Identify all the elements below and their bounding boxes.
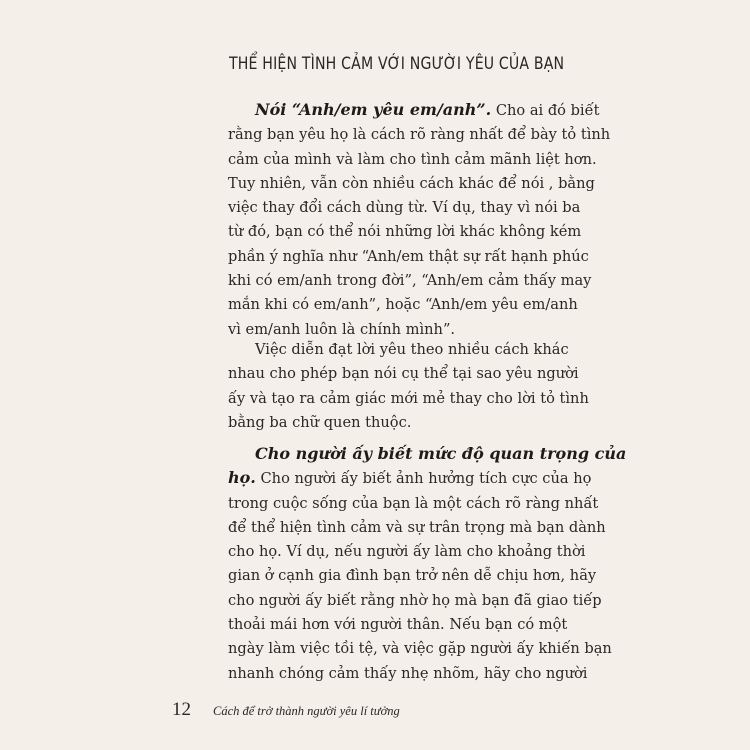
paragraph-line: khi có em/anh trong đời”, “Anh/em cảm thấy may xyxy=(228,272,592,290)
paragraph-line: rằng bạn yêu họ là cách rõ ràng nhất để bày tỏ tình xyxy=(228,126,611,144)
section-heading: THỂ HIỆN TÌNH CẢM VỚI NGƯỜI YÊU CỦA BẠN xyxy=(229,54,565,74)
paragraph-line: vì em/anh luôn là chính mình”. xyxy=(228,320,456,338)
paragraph-line: trong cuộc sống của bạn là một cách rõ ràng nhất xyxy=(228,494,599,512)
paragraph-say-i-love-you xyxy=(228,98,630,342)
paragraph-line: ấy và tạo ra cảm giác mới mẻ thay cho lời tỏ tình xyxy=(228,389,589,407)
page-footer xyxy=(172,699,400,721)
page-number: 12 xyxy=(172,699,191,720)
paragraph-line: cho họ. Ví dụ, nếu người ấy làm cho khoảng thời xyxy=(228,543,586,561)
paragraph-lead: Cho người ấy biết mức độ quan trọng của xyxy=(255,444,627,463)
paragraph-line: Tuy nhiên, vẫn còn nhiều cách khác để nói , bằng xyxy=(228,174,595,192)
paragraph-line: thoải mái hơn với người thân. Nếu bạn có một xyxy=(228,616,568,634)
paragraph-line: Việc diễn đạt lời yêu theo nhiều cách khác xyxy=(255,341,569,358)
paragraph-line: nhau cho phép bạn nói cụ thể tại sao yêu người xyxy=(228,365,579,383)
paragraph-line: cho người ấy biết rằng nhờ họ mà bạn đã giao tiếp xyxy=(228,591,602,609)
paragraph-line: mắn khi có em/anh”, hoặc “Anh/em yêu em/anh xyxy=(228,296,578,314)
paragraph-line: cảm của mình và làm cho tình cảm mãnh liệt hơn. xyxy=(228,150,597,168)
running-title: Cách để trở thành người yêu lí tưởng xyxy=(213,704,400,718)
paragraph-line: ngày làm việc tồi tệ, và việc gặp người ấy khiến bạn xyxy=(228,640,612,658)
paragraph-line: gian ở cạnh gia đình bạn trở nên dễ chịu hơn, hãy xyxy=(228,567,597,585)
paragraph-lead: Nói “Anh/em yêu em/anh”. xyxy=(255,100,492,119)
paragraph-line: để thể hiện tình cảm và sự trân trọng mà bạn dành xyxy=(228,518,606,536)
paragraph-line: bằng ba chữ quen thuộc. xyxy=(228,413,412,431)
paragraph-line: họ. Cho người ấy biết ảnh hưởng tích cực của họ xyxy=(228,468,592,488)
paragraph-line: Nói “Anh/em yêu em/anh”. Cho ai đó biết xyxy=(255,100,600,119)
paragraph-expressing-love xyxy=(228,338,630,435)
paragraph-importance xyxy=(228,442,630,686)
paragraph-line: phần ý nghĩa như “Anh/em thật sự rất hạnh phúc xyxy=(228,247,589,265)
paragraph-line: nhanh chóng cảm thấy nhẹ nhõm, hãy cho người xyxy=(228,664,588,682)
paragraph-lead: họ. xyxy=(228,468,256,488)
paragraph-line: từ đó, bạn có thể nói những lời khác không kém xyxy=(228,223,582,241)
paragraph-line: việc thay đổi cách dùng từ. Ví dụ, thay vì nói ba xyxy=(228,199,581,217)
